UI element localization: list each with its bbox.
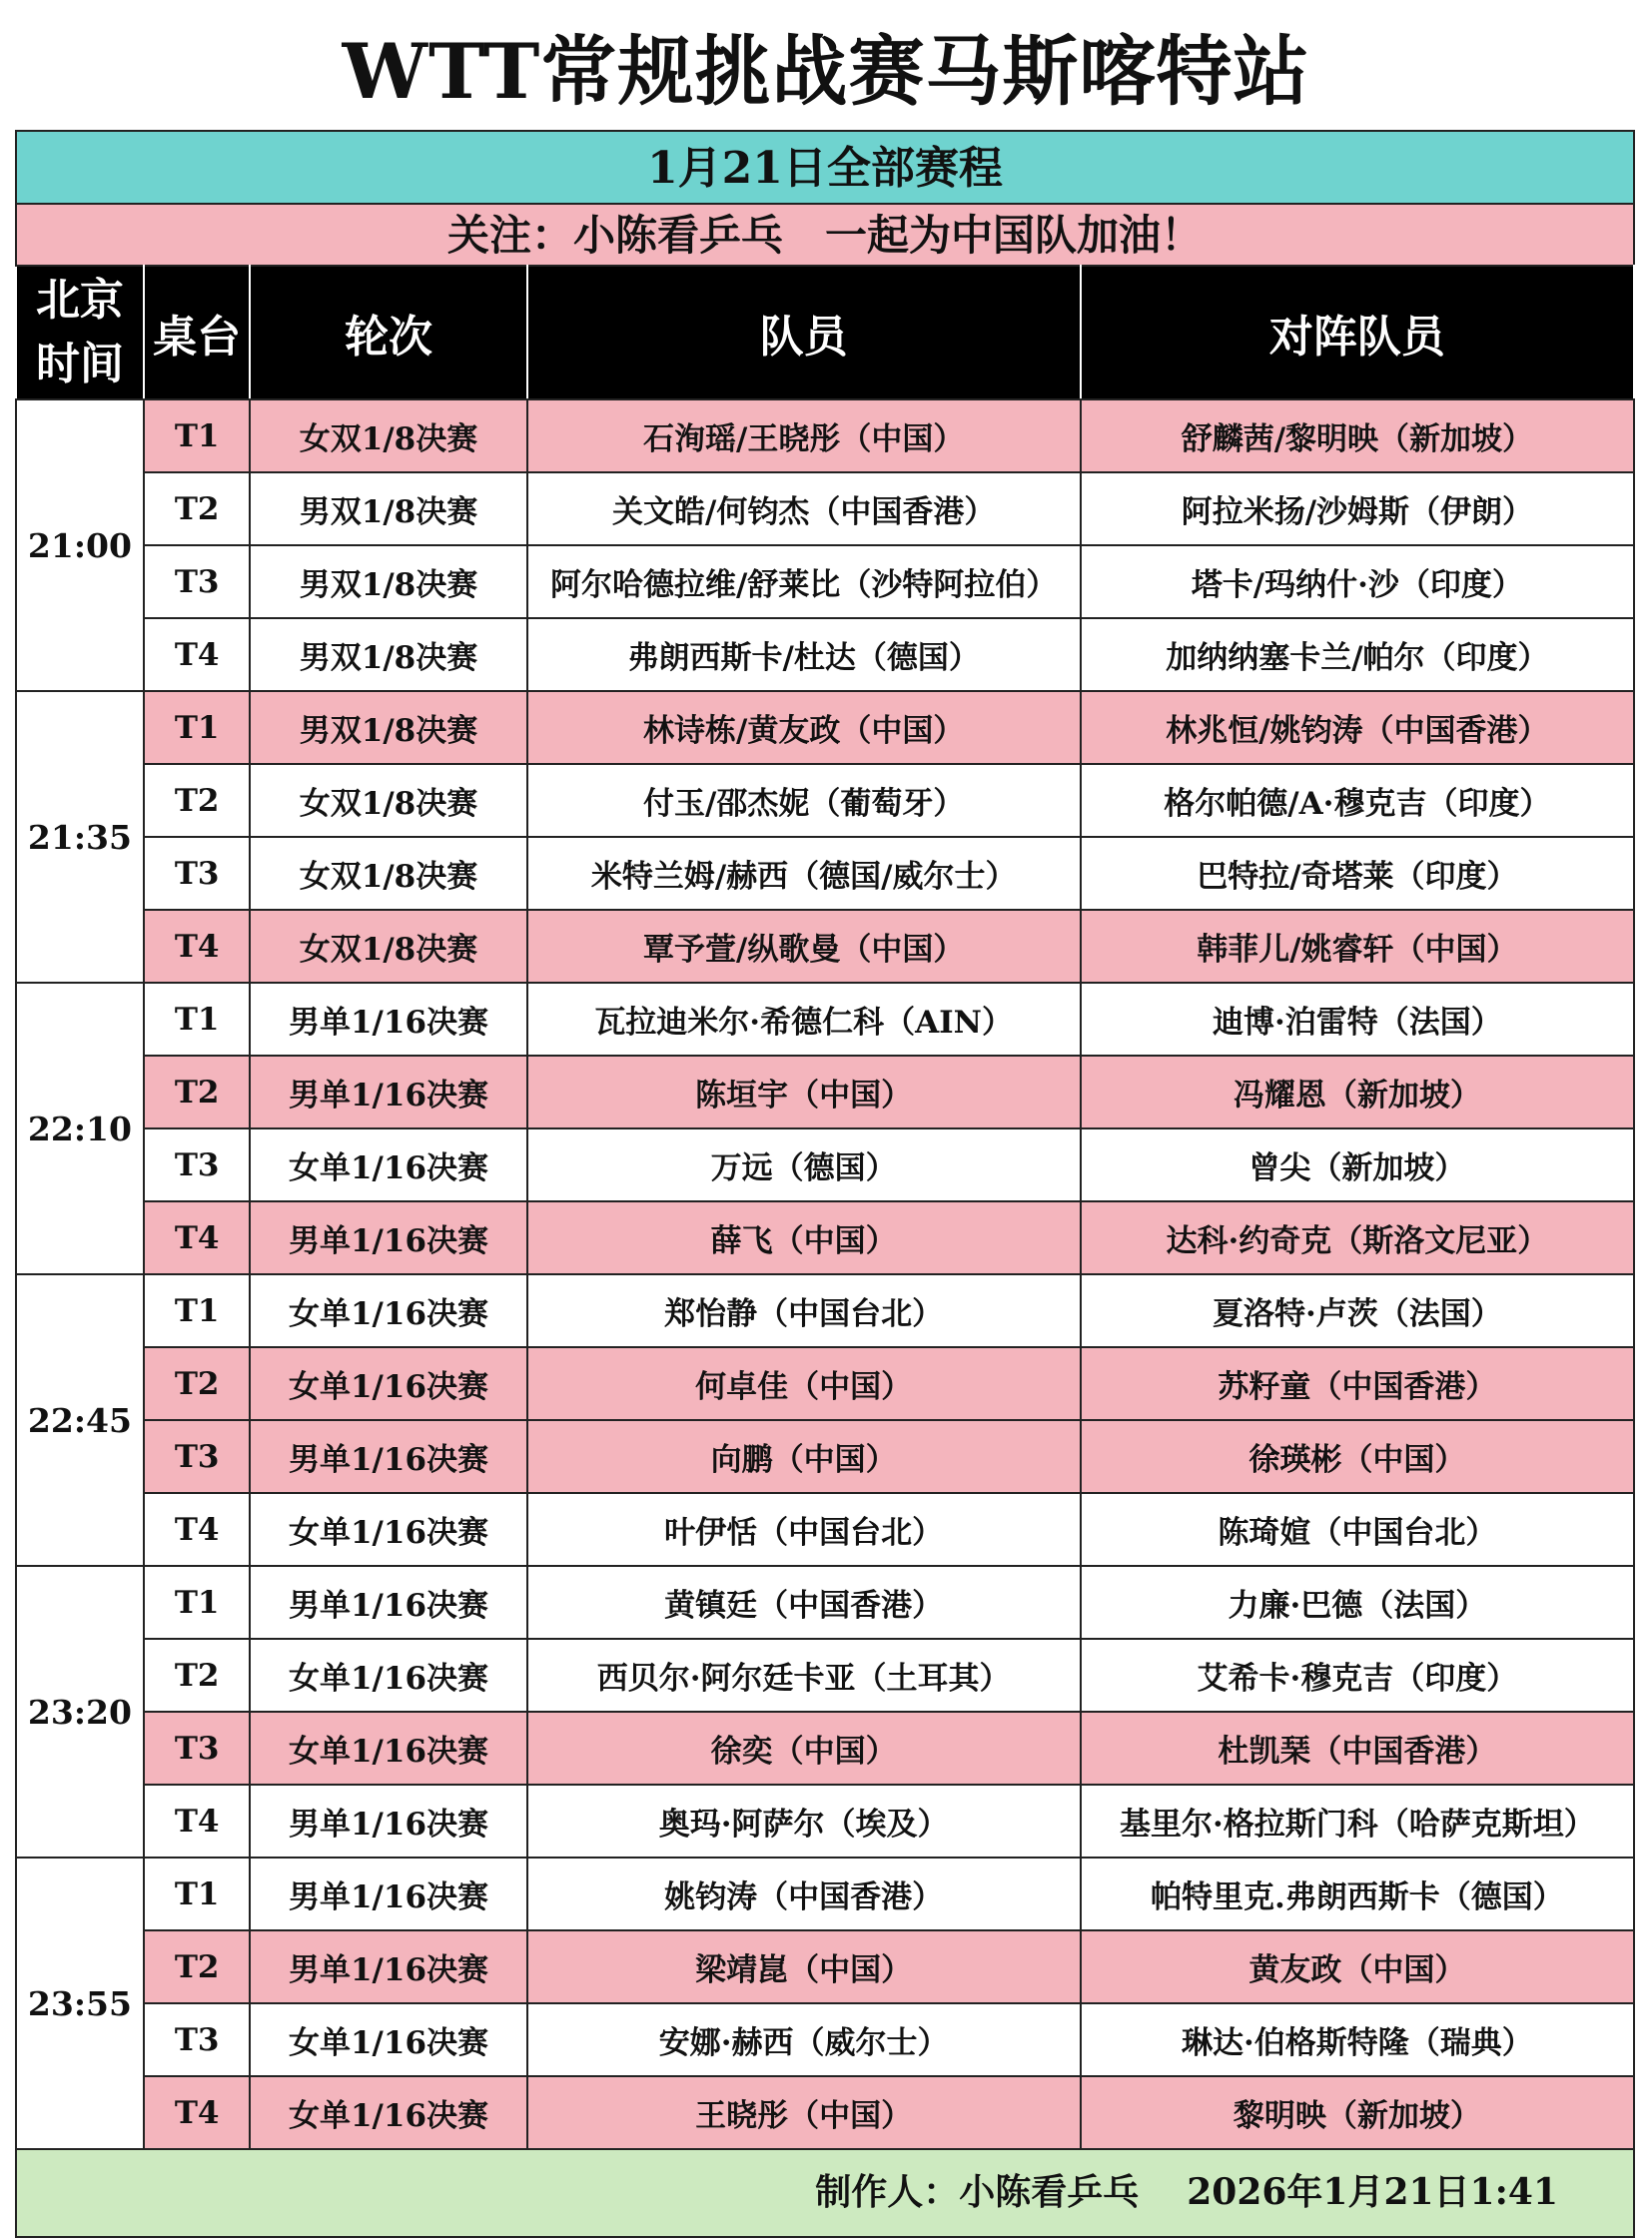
header-time-line2: 时间 [35,339,124,389]
player-cell: 陈垣宇（中国） [527,1056,1081,1128]
opponent-cell: 陈琦媗（中国台北） [1081,1493,1634,1566]
player-cell: 付玉/邵杰妮（葡萄牙） [527,764,1081,837]
round-cell: 女双1/8决赛 [250,399,526,472]
table-cell: T4 [144,1785,251,1858]
table-cell: T1 [144,1274,251,1347]
round-cell: 女双1/8决赛 [250,764,526,837]
opponent-cell: 冯耀恩（新加坡） [1081,1056,1634,1128]
opponent-cell: 琳达·伯格斯特隆（瑞典） [1081,2003,1634,2076]
time-slot: 23:20 [16,1566,144,1858]
table-cell: T1 [144,1566,251,1639]
opponent-cell: 徐瑛彬（中国） [1081,1420,1634,1493]
round-cell: 女单1/16决赛 [250,1128,526,1201]
table-row [16,1785,1634,1858]
header-time [16,266,144,399]
opponent-cell: 杜凯琹（中国香港） [1081,1712,1634,1785]
header-opponent: 对阵队员 [1081,266,1634,399]
header-player: 队员 [527,266,1081,399]
table-cell: T2 [144,1056,251,1128]
table-row [16,983,1634,1056]
table-row [16,764,1634,837]
opponent-cell: 舒麟茜/黎明映（新加坡） [1081,399,1634,472]
table-cell: T3 [144,837,251,910]
follow-banner: 关注：小陈看乒乓 一起为中国队加油！ [15,203,1635,265]
table-cell: T3 [144,1128,251,1201]
player-cell: 阿尔哈德拉维/舒莱比（沙特阿拉伯） [527,545,1081,618]
table-row [16,1201,1634,1274]
table-row [16,691,1634,764]
table-cell: T2 [144,1347,251,1420]
date-banner: 1月21日全部赛程 [15,130,1635,203]
player-cell: 何卓佳（中国） [527,1347,1081,1420]
round-cell: 男双1/8决赛 [250,618,526,691]
table-row [16,1566,1634,1639]
round-cell: 女单1/16决赛 [250,1347,526,1420]
schedule-frame [15,130,1635,2238]
round-cell: 女单1/16决赛 [250,1712,526,1785]
player-cell: 薛飞（中国） [527,1201,1081,1274]
header-time-line1: 北京 [35,275,124,326]
header-row [16,266,1634,399]
player-cell: 西贝尔·阿尔廷卡亚（土耳其） [527,1639,1081,1712]
round-cell: 男双1/8决赛 [250,691,526,764]
table-row [16,1493,1634,1566]
player-cell: 徐奕（中国） [527,1712,1081,1785]
table-row [16,1056,1634,1128]
round-cell: 男单1/16决赛 [250,1930,526,2003]
opponent-cell: 加纳纳塞卡兰/帕尔（印度） [1081,618,1634,691]
table-row [16,1930,1634,2003]
round-cell: 女单1/16决赛 [250,2076,526,2149]
table-row [16,1420,1634,1493]
footer-maker: 制作人：小陈看乒乓 [815,2171,1140,2213]
opponent-cell: 塔卡/玛纳什·沙（印度） [1081,545,1634,618]
time-slot: 21:35 [16,691,144,983]
player-cell: 向鹏（中国） [527,1420,1081,1493]
player-cell: 姚钧涛（中国香港） [527,1858,1081,1930]
opponent-cell: 曾尖（新加坡） [1081,1128,1634,1201]
table-cell: T1 [144,399,251,472]
round-cell: 男单1/16决赛 [250,1785,526,1858]
opponent-cell: 林兆恒/姚钧涛（中国香港） [1081,691,1634,764]
player-cell: 叶伊恬（中国台北） [527,1493,1081,1566]
opponent-cell: 韩菲儿/姚睿轩（中国） [1081,910,1634,983]
table-row [16,472,1634,545]
opponent-cell: 夏洛特·卢茨（法国） [1081,1274,1634,1347]
round-cell: 女单1/16决赛 [250,2003,526,2076]
player-cell: 覃予萱/纵歌曼（中国） [527,910,1081,983]
player-cell: 王晓彤（中国） [527,2076,1081,2149]
table-cell: T3 [144,1712,251,1785]
round-cell: 女单1/16决赛 [250,1639,526,1712]
table-row [16,1712,1634,1785]
table-cell: T3 [144,545,251,618]
round-cell: 男双1/8决赛 [250,545,526,618]
table-cell: T1 [144,983,251,1056]
table-row [16,910,1634,983]
opponent-cell: 艾希卡·穆克吉（印度） [1081,1639,1634,1712]
opponent-cell: 力廉·巴德（法国） [1081,1566,1634,1639]
time-slot: 21:00 [16,399,144,691]
table-row [16,399,1634,472]
player-cell: 石洵瑶/王晓彤（中国） [527,399,1081,472]
opponent-cell: 达科·约奇克（斯洛文尼亚） [1081,1201,1634,1274]
table-row [16,1274,1634,1347]
table-cell: T4 [144,2076,251,2149]
opponent-cell: 迪博·泊雷特（法国） [1081,983,1634,1056]
player-cell: 瓦拉迪米尔·希德仁科（AIN） [527,983,1081,1056]
table-row [16,618,1634,691]
player-cell: 关文皓/何钧杰（中国香港） [527,472,1081,545]
table-cell: T2 [144,1639,251,1712]
player-cell: 米特兰姆/赫西（德国/威尔士） [527,837,1081,910]
round-cell: 男单1/16决赛 [250,1056,526,1128]
player-cell: 林诗栋/黄友政（中国） [527,691,1081,764]
opponent-cell: 苏籽童（中国香港） [1081,1347,1634,1420]
table-cell: T4 [144,618,251,691]
round-cell: 男单1/16决赛 [250,1566,526,1639]
player-cell: 黄镇廷（中国香港） [527,1566,1081,1639]
round-cell: 女双1/8决赛 [250,910,526,983]
table-cell: T4 [144,1201,251,1274]
table-row [16,1639,1634,1712]
table-row [16,1128,1634,1201]
time-slot: 23:55 [16,1858,144,2149]
table-cell: T2 [144,472,251,545]
opponent-cell: 基里尔·格拉斯门科（哈萨克斯坦） [1081,1785,1634,1858]
table-cell: T1 [144,691,251,764]
player-cell: 郑怡静（中国台北） [527,1274,1081,1347]
table-row [16,1858,1634,1930]
round-cell: 男单1/16决赛 [250,1201,526,1274]
player-cell: 弗朗西斯卡/杜达（德国） [527,618,1081,691]
round-cell: 男单1/16决赛 [250,983,526,1056]
round-cell: 女单1/16决赛 [250,1493,526,1566]
table-cell: T3 [144,2003,251,2076]
round-cell: 男双1/8决赛 [250,472,526,545]
opponent-cell: 黎明映（新加坡） [1081,2076,1634,2149]
round-cell: 男单1/16决赛 [250,1858,526,1930]
time-slot: 22:45 [16,1274,144,1566]
header-round: 轮次 [250,266,526,399]
table-row [16,1347,1634,1420]
opponent-cell: 帕特里克.弗朗西斯卡（德国） [1081,1858,1634,1930]
player-cell: 梁靖崑（中国） [527,1930,1081,2003]
opponent-cell: 格尔帕德/A·穆克吉（印度） [1081,764,1634,837]
opponent-cell: 阿拉米扬/沙姆斯（伊朗） [1081,472,1634,545]
time-slot: 22:10 [16,983,144,1274]
table-cell: T2 [144,1930,251,2003]
table-row [16,2003,1634,2076]
schedule-table [15,265,1635,2150]
page-title: WTT常规挑战赛马斯喀特站 [342,27,1310,116]
header-table: 桌台 [144,266,251,399]
table-row [16,2076,1634,2149]
table-row [16,837,1634,910]
table-row [16,545,1634,618]
table-cell: T2 [144,764,251,837]
round-cell: 女双1/8决赛 [250,837,526,910]
table-cell: T4 [144,910,251,983]
footer-timestamp: 2026年1月21日1:41 [1187,2171,1558,2213]
round-cell: 男单1/16决赛 [250,1420,526,1493]
player-cell: 安娜·赫西（威尔士） [527,2003,1081,2076]
opponent-cell: 巴特拉/奇塔莱（印度） [1081,837,1634,910]
opponent-cell: 黄友政（中国） [1081,1930,1634,2003]
round-cell: 女单1/16决赛 [250,1274,526,1347]
table-cell: T3 [144,1420,251,1493]
schedule-body [16,399,1634,2149]
table-cell: T1 [144,1858,251,1930]
player-cell: 万远（德国） [527,1128,1081,1201]
table-cell: T4 [144,1493,251,1566]
player-cell: 奥玛·阿萨尔（埃及） [527,1785,1081,1858]
